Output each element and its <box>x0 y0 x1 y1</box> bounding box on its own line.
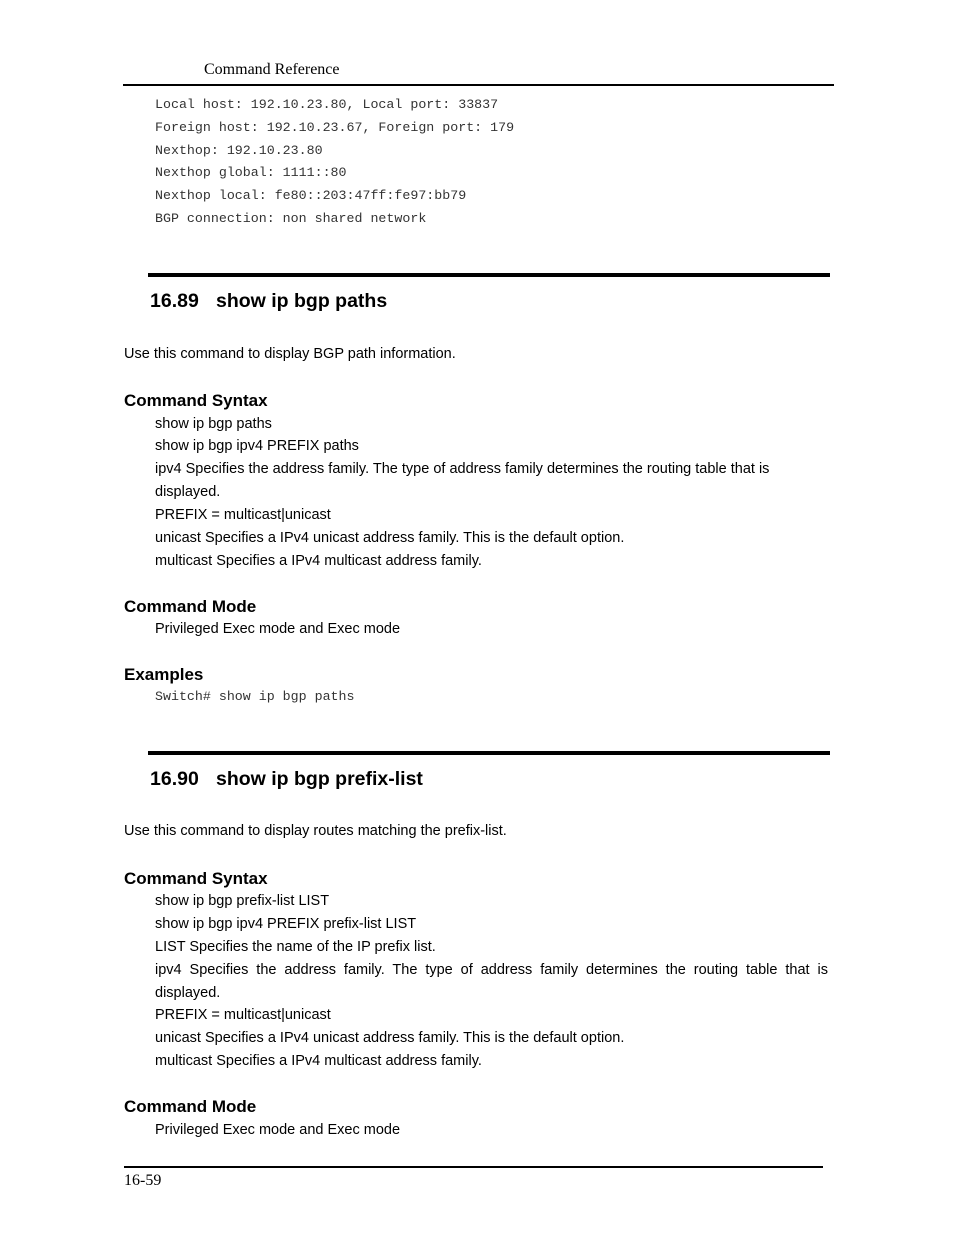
syntax-line: displayed. <box>155 985 221 1001</box>
syntax-line: ipv4 Specifies the address family. The type of address family determines the routing table that is <box>155 461 770 477</box>
top-code-block <box>0 0 954 226</box>
syntax-line: PREFIX = multicast|unicast <box>155 507 331 523</box>
syntax-line: show ip bgp prefix-list LIST <box>155 893 330 909</box>
syntax-line: ipv4 Specifies the address family. The type of address family determines the routing table that is <box>155 962 828 978</box>
mode-heading: Command Mode <box>124 1097 257 1116</box>
code-line: Nexthop local: fe80::203:47ff:fe97:bb79 <box>155 188 467 203</box>
syntax-heading: Command Syntax <box>124 869 268 888</box>
syntax-line: multicast Specifies a IPv4 multicast address family. <box>155 553 482 569</box>
section-divider <box>148 751 830 755</box>
section-title: show ip bgp prefix-list <box>216 768 423 790</box>
code-line: Local host: 192.10.23.80, Local port: 33837 <box>155 97 499 112</box>
syntax-line: show ip bgp ipv4 PREFIX prefix-list LIST <box>155 916 417 932</box>
section-number: 16.90 <box>150 768 199 790</box>
examples-heading: Examples <box>124 665 204 684</box>
syntax-line: show ip bgp ipv4 PREFIX paths <box>155 438 359 454</box>
syntax-line: unicast Specifies a IPv4 unicast address family. This is the default option. <box>155 1030 625 1046</box>
code-line: Nexthop: 192.10.23.80 <box>155 143 323 158</box>
section-number: 16.89 <box>150 290 199 312</box>
mode-heading: Command Mode <box>124 597 257 616</box>
syntax-heading: Command Syntax <box>124 391 268 410</box>
section-title: show ip bgp paths <box>216 290 388 312</box>
page-number: 16-59 <box>124 1172 162 1189</box>
header-divider <box>123 84 834 86</box>
code-line: BGP connection: non shared network <box>155 211 427 226</box>
syntax-line: displayed. <box>155 484 221 500</box>
syntax-line: LIST Specifies the name of the IP prefix list. <box>155 939 436 955</box>
syntax-line: multicast Specifies a IPv4 multicast address family. <box>155 1053 482 1069</box>
mode-text: Privileged Exec mode and Exec mode <box>155 621 401 637</box>
mode-text: Privileged Exec mode and Exec mode <box>155 1122 401 1138</box>
syntax-line: show ip bgp paths <box>155 416 272 432</box>
code-line: Nexthop global: 1111::80 <box>155 165 347 180</box>
example-code: Switch# show ip bgp paths <box>155 689 355 704</box>
section-divider <box>148 273 830 277</box>
code-line: Foreign host: 192.10.23.67, Foreign port: 179 <box>155 120 515 135</box>
footer-divider <box>124 1166 823 1168</box>
section-heading <box>150 290 387 313</box>
syntax-line: unicast Specifies a IPv4 unicast address family. This is the default option. <box>155 530 625 546</box>
section-description: Use this command to display routes matching the prefix-list. <box>124 823 507 839</box>
section-description: Use this command to display BGP path information. <box>124 346 456 362</box>
syntax-line: PREFIX = multicast|unicast <box>155 1007 331 1023</box>
page-header-title: Command Reference <box>204 61 340 78</box>
section-heading <box>150 768 423 791</box>
